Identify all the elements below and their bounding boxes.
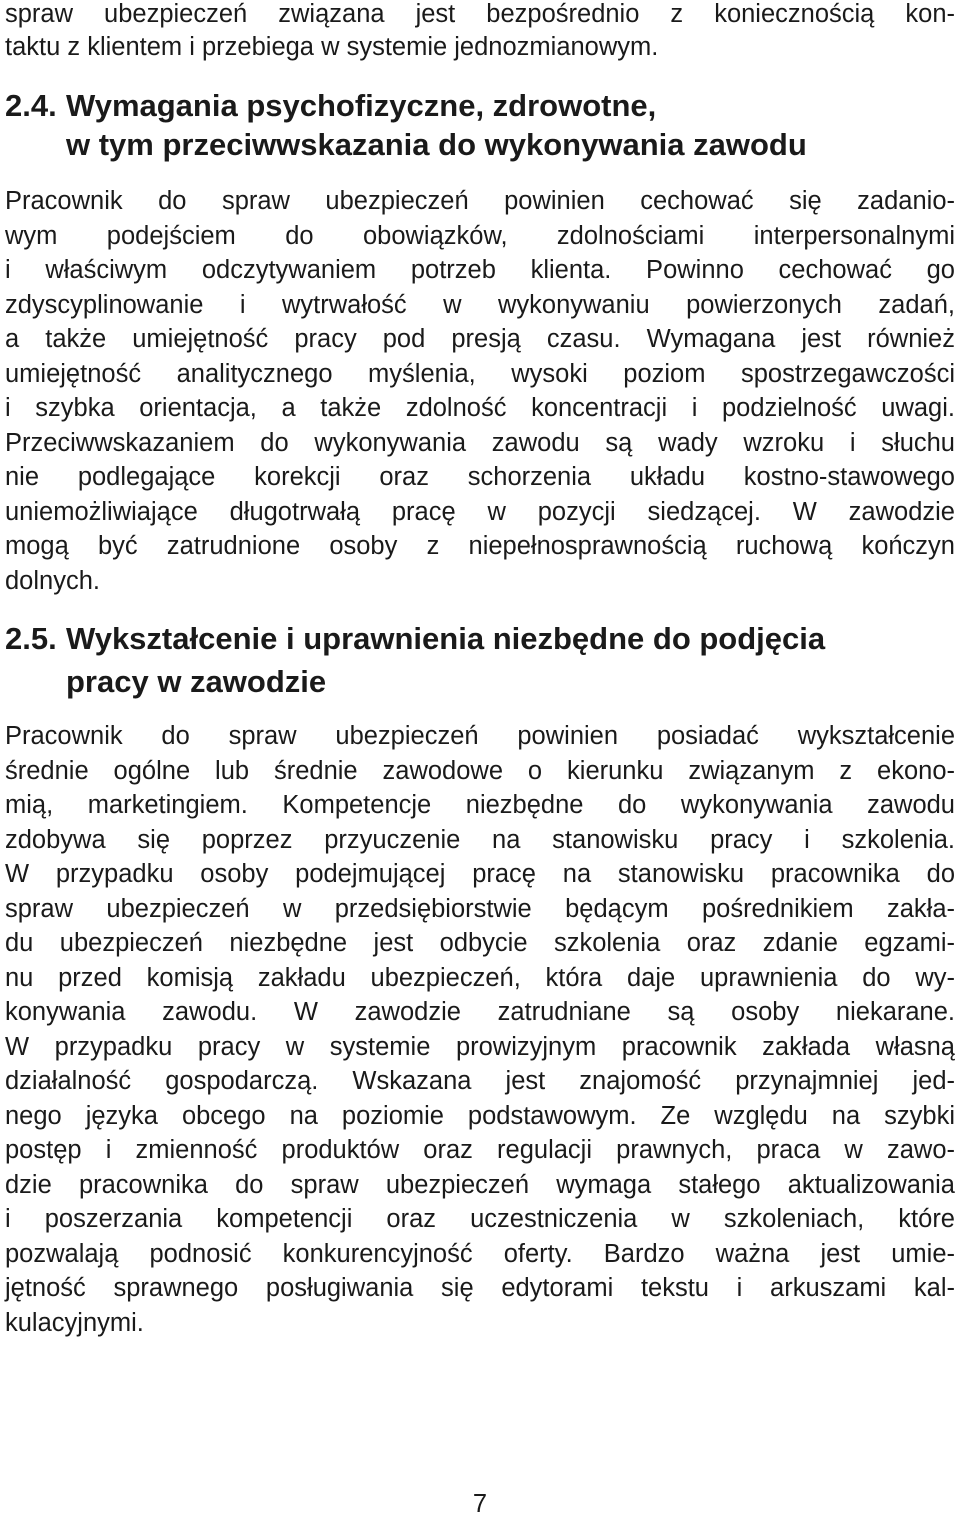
paragraph-line: spraw ubezpieczeń związana jest bezpośrednio z koniecznością kon- [5,0,955,28]
paragraph-line: spraw ubezpieczeń w przedsiębiorstwie będącym pośrednikiem zakła- [5,895,955,923]
section-title-line: Wymagania psychofizyczne, zdrowotne, [66,88,657,123]
paragraph-line: nu przed komisją zakładu ubezpieczeń, która daje uprawnienia do wy- [5,964,955,992]
paragraph-line: dolnych. [5,567,100,595]
paragraph-line: a także umiejętność pracy pod presją czasu. Wymagana jest również [5,325,955,353]
paragraph-line: dzie pracownika do spraw ubezpieczeń wymaga stałego aktualizowania [5,1171,955,1199]
paragraph-line: Pracownik do spraw ubezpieczeń powinien posiadać wykształcenie [5,722,955,750]
paragraph-line: średnie ogólne lub średnie zawodowe o kierunku związanym z ekono- [5,757,955,785]
paragraph-line: pozwalają podnosić konkurencyjność oferty. Bardzo ważna jest umie- [5,1240,955,1268]
paragraph-line: kulacyjnymi. [5,1309,144,1337]
section-number: 2.4. [5,88,57,123]
paragraph-line: i poszerzania kompetencji oraz uczestniczenia w szkoleniach, które [5,1205,955,1233]
paragraph-line: W przypadku pracy w systemie prowizyjnym pracownik zakłada własną [5,1033,955,1061]
paragraph-line: wym podejściem do obowiązków, zdolnościami interpersonalnymi [5,222,955,250]
paragraph-line: zdyscyplinowanie i wytrwałość w wykonywaniu powierzonych zadań, [5,291,955,319]
section-title-line: w tym przeciwwskazania do wykonywania zawodu [66,127,807,162]
section-number: 2.5. [5,621,57,656]
section-heading [5,619,955,659]
section-title-line: Wykształcenie i uprawnienia niezbędne do podjęcia [66,621,826,656]
paragraph-line: konywania zawodu. W zawodzie zatrudniane są osoby niekarane. [5,998,955,1026]
paragraph-line: postęp i zmienność produktów oraz regulacji prawnych, praca w zawo- [5,1136,955,1164]
paragraph-line: taktu z klientem i przebiega w systemie jednozmianowym. [5,33,659,61]
paragraph-line: i właściwym odczytywaniem potrzeb klienta. Powinno cechować go [5,256,955,284]
paragraph-line: zdobywa się poprzez przyuczenie na stanowisku pracy i szkolenia. [5,826,955,854]
paragraph-line: Przeciwwskazaniem do wykonywania zawodu są wady wzroku i słuchu [5,429,955,457]
paragraph-line: nie podlegające korekcji oraz schorzenia układu kostno-stawowego [5,463,955,491]
paragraph-line: nego języka obcego na poziomie podstawowym. Ze względu na szybki [5,1102,955,1130]
paragraph-line: umiejętność analitycznego myślenia, wysoki poziom spostrzegawczości [5,360,955,388]
paragraph-line: działalność gospodarczą. Wskazana jest znajomość przynajmniej jed- [5,1067,955,1095]
paragraph-line: i szybka orientacja, a także zdolność koncentracji i podzielność uwagi. [5,394,955,422]
paragraph-line: du ubezpieczeń niezbędne jest odbycie szkolenia oraz zdanie egzami- [5,929,955,957]
section-title-line: pracy w zawodzie [66,664,327,699]
paragraph-line: jętność sprawnego posługiwania się edytorami tekstu i arkuszami kal- [5,1274,955,1302]
paragraph-line: mią, marketingiem. Kompetencje niezbędne do wykonywania zawodu [5,791,955,819]
paragraph-line: Pracownik do spraw ubezpieczeń powinien cechować się zadanio- [5,187,955,215]
section-heading [5,86,955,126]
page-number: 7 [472,1490,488,1518]
paragraph-line: W przypadku osoby podejmującej pracę na stanowisku pracownika do [5,860,955,888]
paragraph-line: mogą być zatrudnione osoby z niepełnosprawnością ruchową kończyn [5,532,955,560]
paragraph-line: uniemożliwiające długotrwałą pracę w pozycji siedzącej. W zawodzie [5,498,955,526]
